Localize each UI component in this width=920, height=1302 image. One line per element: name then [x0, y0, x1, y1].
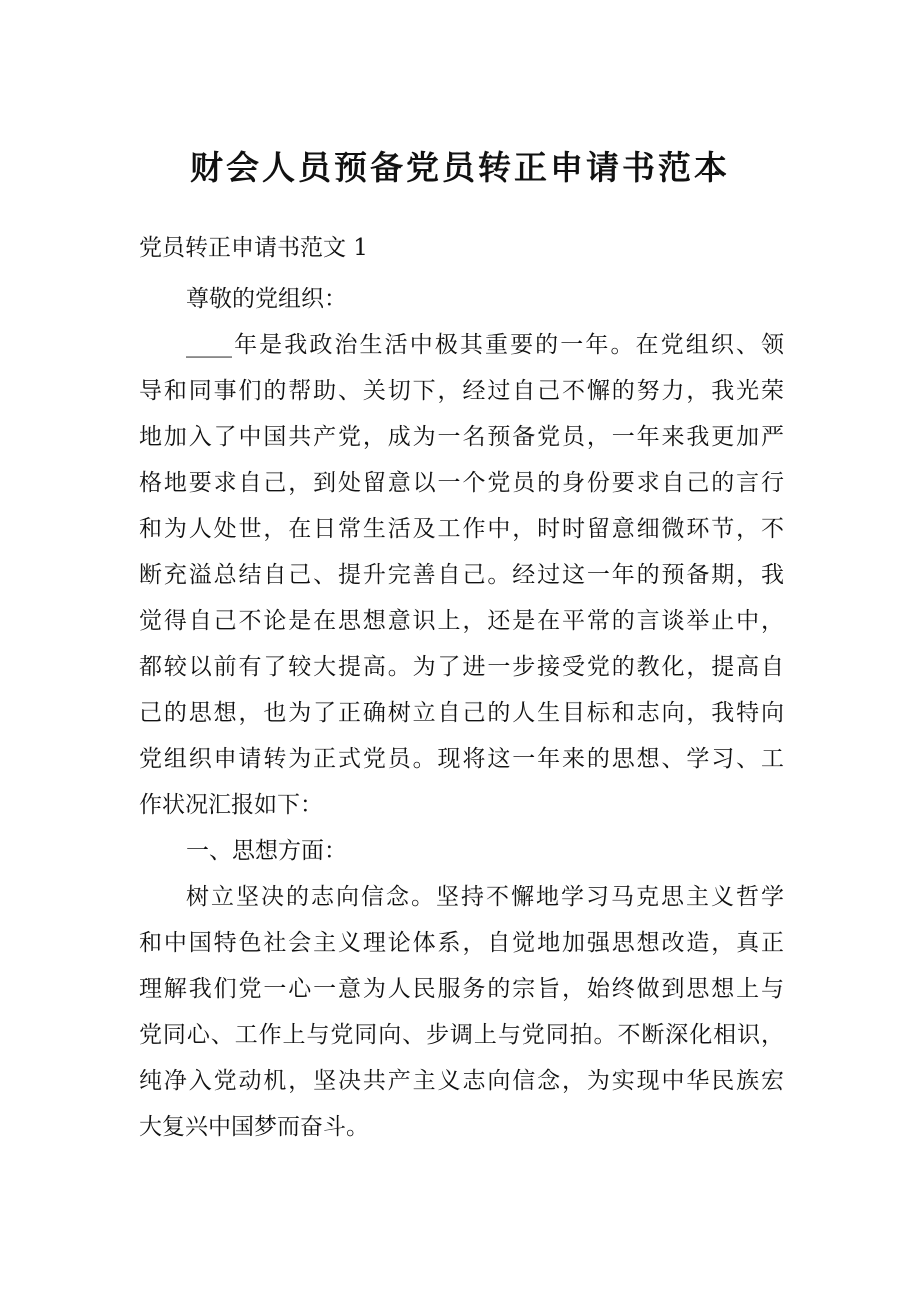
paragraph-line: 党同心、工作上与党同向、步调上与党同拍。不断深化相识，: [139, 1022, 784, 1048]
paragraph-line: 和中国特色社会主义理论体系，自觉地加强思想改造，真正: [139, 930, 784, 956]
paragraph-line: 和为人处世，在日常生活及工作中，时时留意细微环节，不: [139, 516, 784, 542]
salutation: 尊敬的党组织：: [186, 286, 347, 312]
paragraph-line: 己的思想，也为了正确树立自己的人生目标和志向，我特向: [139, 700, 784, 726]
section-heading: 党员转正申请书范文 1: [139, 235, 368, 261]
paragraph-line: ____年是我政治生活中极其重要的一年。在党组织、领: [186, 332, 784, 358]
paragraph-line: 格地要求自己，到处留意以一个党员的身份要求自己的言行: [139, 470, 784, 496]
paragraph-line: 纯净入党动机，坚决共产主义志向信念，为实现中华民族宏: [139, 1068, 784, 1094]
paragraph-line: 觉得自己不论是在思想意识上，还是在平常的言谈举止中，: [139, 608, 784, 634]
paragraph-line: 断充溢总结自己、提升完善自己。经过这一年的预备期，我: [139, 562, 784, 588]
paragraph-line: 地加入了中国共产党，成为一名预备党员，一年来我更加严: [139, 424, 784, 450]
paragraph-line: 树立坚决的志向信念。坚持不懈地学习马克思主义哲学: [186, 884, 784, 910]
subheading-thought: 一、思想方面：: [186, 838, 347, 864]
paragraph-line: 理解我们党一心一意为人民服务的宗旨，始终做到思想上与: [139, 976, 784, 1002]
document-title: 财会人员预备党员转正申请书范本: [190, 148, 730, 187]
paragraph-line: 导和同事们的帮助、关切下，经过自己不懈的努力，我光荣: [139, 378, 784, 404]
paragraph-line: 都较以前有了较大提高。为了进一步接受党的教化，提高自: [139, 654, 784, 680]
paragraph-line: 作状况汇报如下：: [139, 792, 323, 818]
paragraph-line: 党组织申请转为正式党员。现将这一年来的思想、学习、工: [139, 746, 784, 772]
paragraph-line: 大复兴中国梦而奋斗。: [139, 1114, 369, 1140]
